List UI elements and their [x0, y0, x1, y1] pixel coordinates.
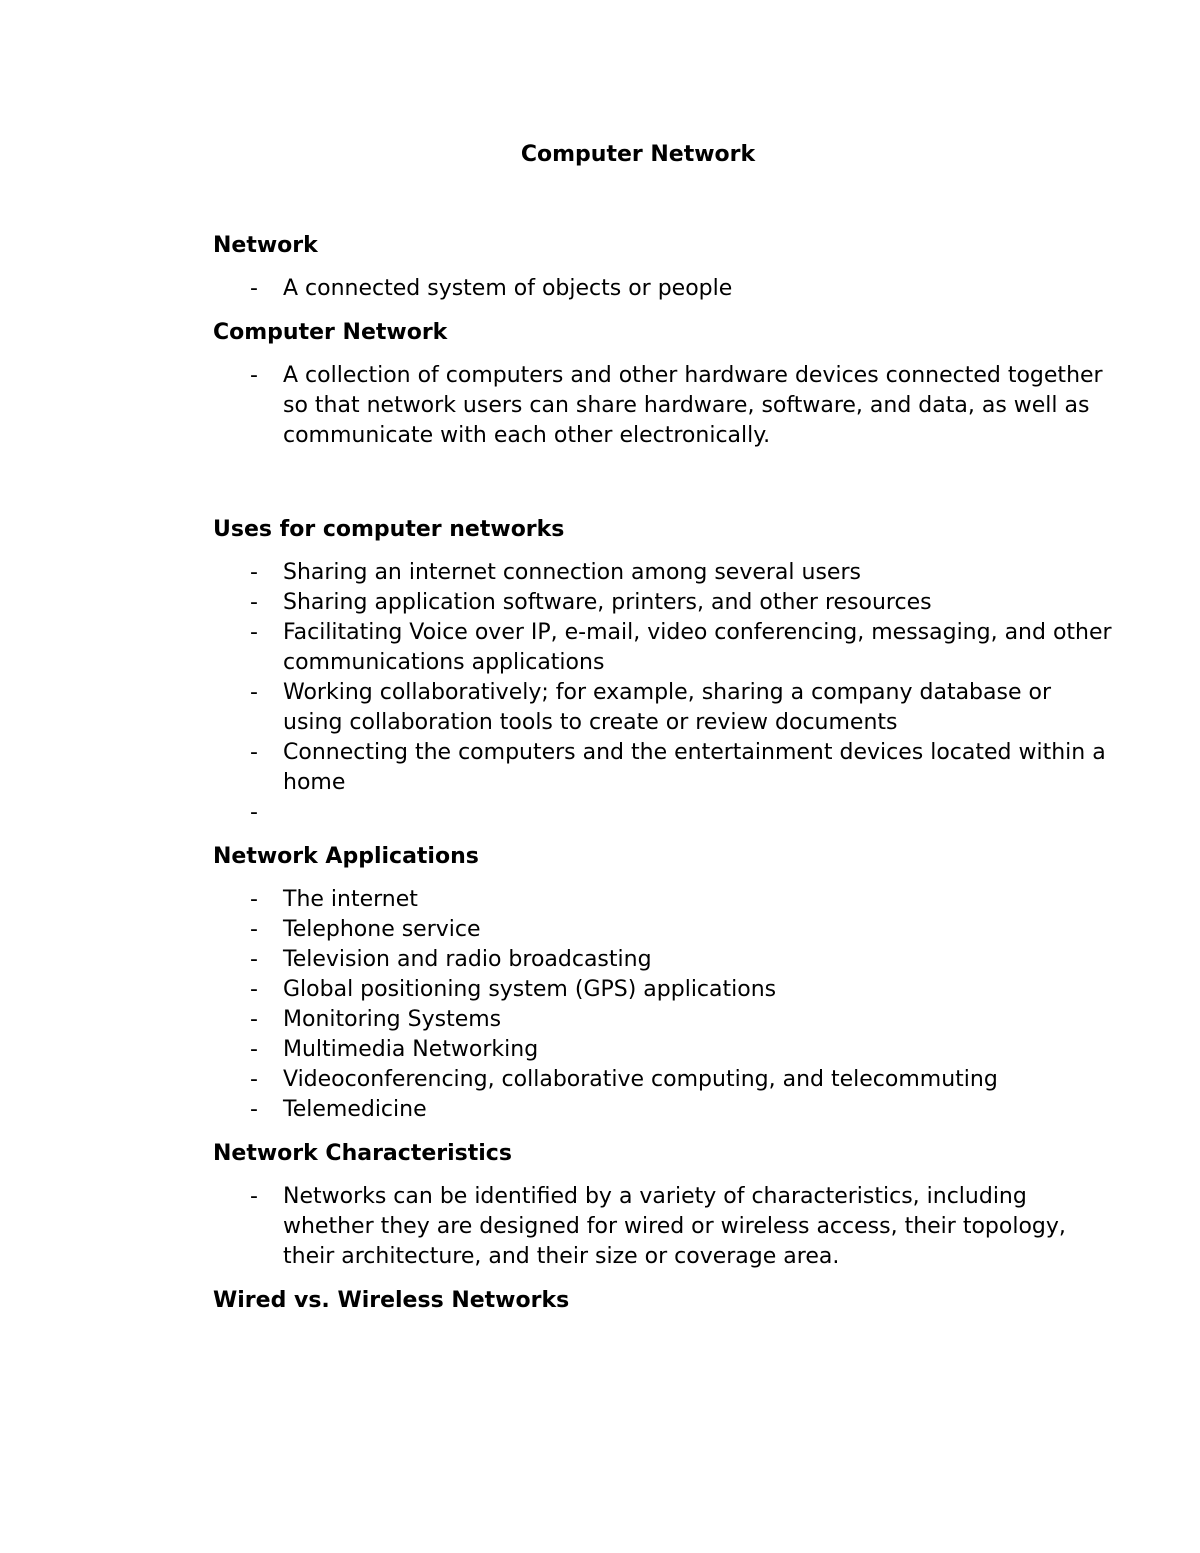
bullet-dash: -	[250, 276, 258, 301]
list-item	[213, 274, 1113, 304]
applications-list	[213, 885, 1113, 1125]
section-heading-network-characteristics: Network Characteristics	[213, 1141, 512, 1166]
list-item	[213, 618, 1113, 678]
bullet-dash: -	[250, 1007, 258, 1032]
list-item	[213, 361, 1113, 451]
list-item	[213, 1065, 1113, 1095]
section-heading-network: Network	[213, 233, 318, 258]
list-item-text: Networks can be identified by a variety of characteristics, including whether they are designed for wired or wireless access, their topology, their architecture, and their size or coverage area.	[283, 1184, 1066, 1269]
list-item-text: Working collaboratively; for example, sharing a company database or using collaboration tools to create or review documents	[283, 680, 1051, 735]
list-item-text: Sharing an internet connection among several users	[283, 560, 861, 585]
list-item	[213, 1182, 1113, 1272]
list-item	[213, 678, 1113, 738]
list-item-text: Facilitating Voice over IP, e-mail, video conferencing, messaging, and other communications applications	[283, 620, 1112, 675]
bullet-dash: -	[250, 800, 258, 825]
list-item-text: Telemedicine	[283, 1097, 427, 1122]
uses-list	[213, 558, 1113, 828]
list-item-text: Videoconferencing, collaborative computing, and telecommuting	[283, 1067, 998, 1092]
list-item-text: Monitoring Systems	[283, 1007, 502, 1032]
bullet-dash: -	[250, 1037, 258, 1062]
list-item	[213, 738, 1113, 798]
list-item	[213, 975, 1113, 1005]
list-item	[213, 915, 1113, 945]
bullet-dash: -	[250, 917, 258, 942]
bullet-dash: -	[250, 1067, 258, 1092]
list-item-text: Telephone service	[283, 917, 481, 942]
network-definition-list	[213, 274, 1113, 304]
document-body	[213, 140, 1113, 1329]
paragraph-spacer	[213, 465, 1113, 515]
list-item	[213, 558, 1113, 588]
bullet-dash: -	[250, 947, 258, 972]
list-item	[213, 1095, 1113, 1125]
list-item	[213, 945, 1113, 975]
section-heading-computer-network: Computer Network	[213, 320, 448, 345]
list-item	[213, 588, 1113, 618]
characteristics-list	[213, 1182, 1113, 1272]
bullet-dash: -	[250, 887, 258, 912]
computer-network-definition-list	[213, 361, 1113, 451]
list-item	[213, 885, 1113, 915]
bullet-dash: -	[250, 977, 258, 1002]
bullet-dash: -	[250, 590, 258, 615]
bullet-dash: -	[250, 1184, 258, 1209]
bullet-dash: -	[250, 620, 258, 645]
section-heading-network-applications: Network Applications	[213, 844, 479, 869]
list-item-text: Sharing application software, printers, and other resources	[283, 590, 932, 615]
list-item-text: A collection of computers and other hardware devices connected together so that network users can share hardware, software, and data, as well as communicate with each other electronically.	[283, 363, 1103, 448]
list-item-text: A connected system of objects or people	[283, 276, 733, 301]
bullet-dash: -	[250, 560, 258, 585]
section-heading-wired-vs-wireless: Wired vs. Wireless Networks	[213, 1288, 570, 1313]
list-item-text: Global positioning system (GPS) applications	[283, 977, 777, 1002]
section-heading-uses: Uses for computer networks	[213, 517, 565, 542]
list-item-empty	[213, 798, 1113, 828]
list-item	[213, 1005, 1113, 1035]
list-item-text: Connecting the computers and the entertainment devices located within a home	[283, 740, 1106, 795]
list-item-text: Television and radio broadcasting	[283, 947, 652, 972]
list-item	[213, 1035, 1113, 1065]
bullet-dash: -	[250, 363, 258, 388]
document-title: Computer Network	[520, 142, 756, 167]
bullet-dash: -	[250, 1097, 258, 1122]
list-item-text: Multimedia Networking	[283, 1037, 539, 1062]
list-item-text: The internet	[283, 887, 418, 912]
bullet-dash: -	[250, 680, 258, 705]
bullet-dash: -	[250, 740, 258, 765]
